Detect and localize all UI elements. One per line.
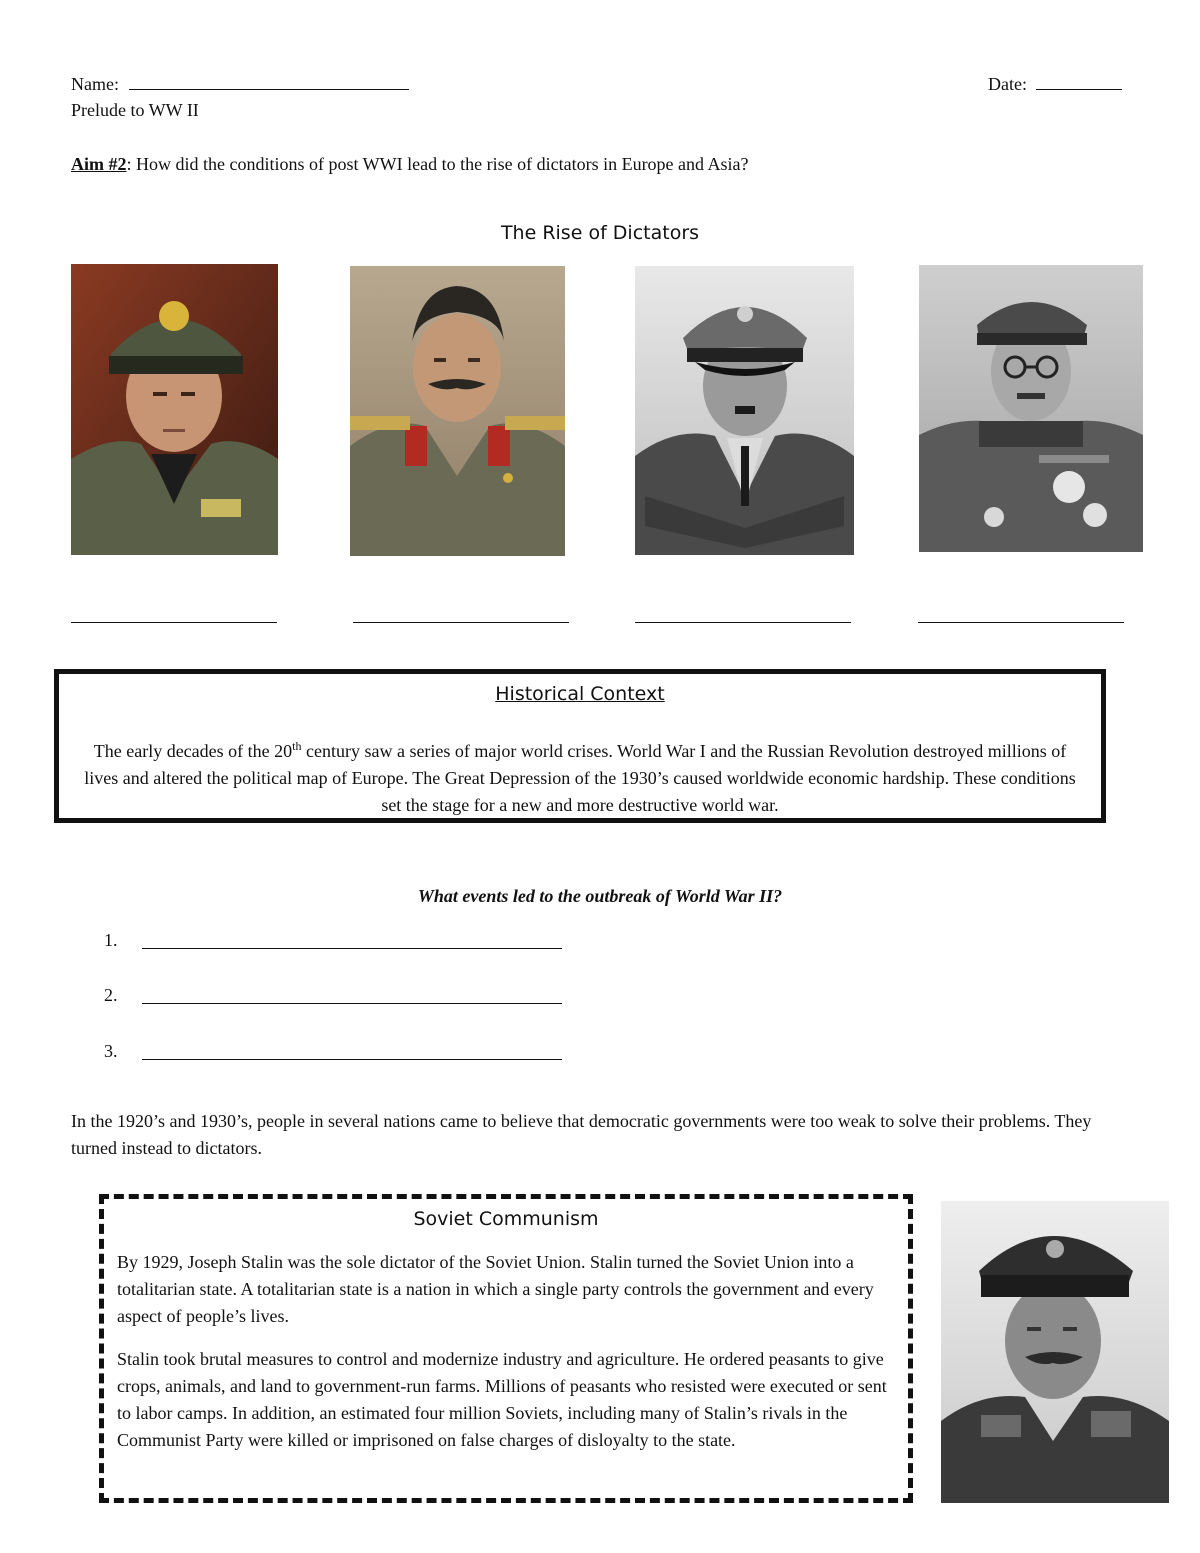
context-text-part-2: century saw a series of major world crises. World War I and the Russian Revolution destroyed millions of lives and altered the political map of Europe. The Great Depression of the 1930’s caused worldwide economic hardship. These conditions set the stage for a new and more destructive world war. <box>84 741 1076 815</box>
aim-label: Aim #2 <box>71 154 127 174</box>
name-row <box>71 73 409 95</box>
context-superscript: th <box>292 739 302 753</box>
dictator-portrait-3 <box>635 266 854 555</box>
question-item-3-number: 3. <box>104 1041 118 1061</box>
dictator-portrait-4 <box>919 265 1143 552</box>
context-text-part-1: The early decades of the 20 <box>93 741 293 761</box>
date-blank[interactable] <box>1036 73 1122 90</box>
soviet-paragraph-1: By 1929, Joseph Stalin was the sole dictator of the Soviet Union. Stalin turned the Soviet Union into a totalitarian state. A totalitarian state is a nation in which a single party controls the government and every aspect of people’s lives. <box>117 1252 874 1326</box>
soviet-communism-box <box>99 1194 913 1503</box>
answer-line-2[interactable] <box>142 1003 562 1004</box>
date-row <box>988 73 1122 95</box>
portrait-3-name-blank[interactable] <box>635 622 851 623</box>
answer-line-1[interactable] <box>142 948 562 949</box>
section-title: The Rise of Dictators <box>500 222 700 244</box>
date-label: Date: <box>988 74 1027 94</box>
aim-line <box>71 154 749 175</box>
portrait-1-name-blank[interactable] <box>71 622 277 623</box>
historical-context-text <box>79 733 1081 819</box>
portrait-2-name-blank[interactable] <box>353 622 569 623</box>
historical-context-title: Historical Context <box>495 683 665 705</box>
intro-paragraph: In the 1920’s and 1930’s, people in several nations came to believe that democratic governments were too weak to solve their problems. They turned instead to dictators. <box>71 1111 1092 1158</box>
subtitle: Prelude to WW II <box>71 100 199 120</box>
dictator-portrait-1 <box>71 264 278 555</box>
answer-line-3[interactable] <box>142 1059 562 1060</box>
soviet-communism-title: Soviet Communism <box>413 1208 599 1230</box>
dictator-portrait-2 <box>350 266 565 556</box>
question-item-2-number: 2. <box>104 985 118 1005</box>
name-blank[interactable] <box>129 73 409 90</box>
soviet-communism-body <box>117 1249 890 1470</box>
aim-text: : How did the conditions of post WWI lead to the rise of dictators in Europe and Asia? <box>126 154 749 174</box>
soviet-paragraph-2: Stalin took brutal measures to control and modernize industry and agriculture. He ordered peasants to give crops, animals, and land to government-run farms. Millions of peasants who resisted were executed or sent to labor camps. In addition, an estimated four million Soviets, including many of Stalin’s rivals in the Communist Party were killed or imprisoned on false charges of disloyalty to the state. <box>117 1349 887 1450</box>
name-label: Name: <box>71 74 119 94</box>
portrait-4-name-blank[interactable] <box>918 622 1124 623</box>
historical-context-box <box>54 669 1106 823</box>
question-item-1-number: 1. <box>104 930 118 950</box>
question-title: What events led to the outbreak of World War II? <box>417 886 783 906</box>
stalin-portrait <box>941 1201 1169 1503</box>
